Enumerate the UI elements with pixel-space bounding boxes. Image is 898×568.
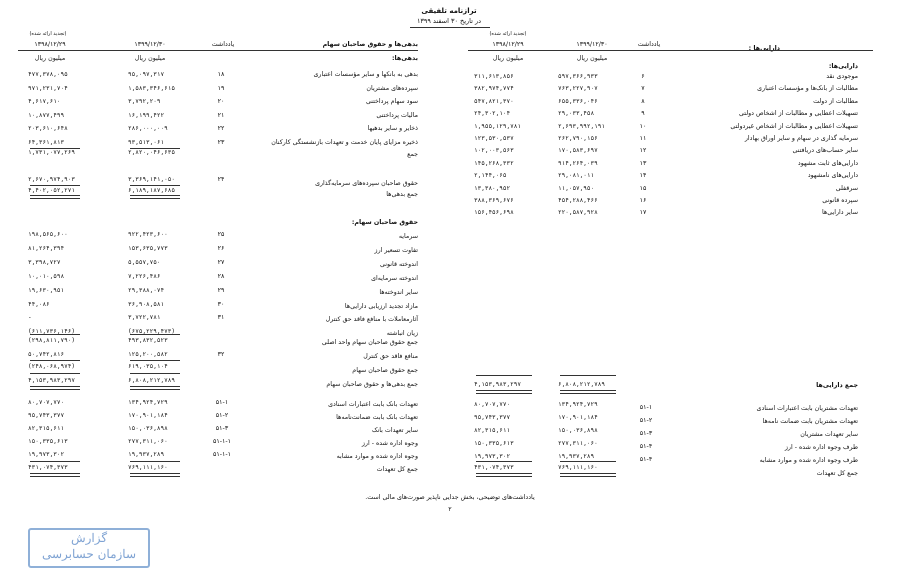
commitment-left-prev: ۸۰,۷۰۷,۷۷۰ <box>28 399 65 406</box>
commitment-right-note: ۵۱-۳ <box>639 430 653 437</box>
asset-row-label: سرقفلی <box>835 185 858 192</box>
statement-date: در تاریخ ۳۰ اسفند ۱۳۹۹ <box>416 17 482 25</box>
commitment-right-label: تعهدات مشتریان بابت اعتبارات اسنادی <box>756 405 858 412</box>
commit-left-dbl-prev <box>30 473 80 477</box>
equity-row-prev: ۳,۳۹۸,۷۲۷ <box>28 259 61 266</box>
asset-row-cur: ۹۱۴,۲۶۴,۰۳۹ <box>558 160 598 167</box>
commit-right-total-prev: ۴۳۱,۰۷۴,۳۷۳ <box>474 464 514 471</box>
assets-total-dbl-cur <box>560 390 616 394</box>
equity-row-note: ۲۷ <box>217 259 225 266</box>
liability-row-label: مالیات پرداختنی <box>376 112 418 119</box>
left-note-header: یادداشت <box>211 41 235 48</box>
left-cur-year-header: ۱۳۹۹/۱۲/۳۰ <box>134 41 166 48</box>
liability-row-label: سود سهام پرداختنی <box>365 98 418 105</box>
liability-row-note: ۲۱ <box>217 112 225 119</box>
nci-note: ۳۲ <box>217 351 225 358</box>
equity-total-label: جمع حقوق صاحبان سهام <box>352 367 418 374</box>
commitment-left-prev: ۱۹,۹۷۳,۳۰۲ <box>28 451 65 458</box>
equity-row-prev: - <box>28 314 32 321</box>
liability-row-label: ذخایر و سایر بدهیها <box>367 125 418 132</box>
equity-row-prev: ۱۹۸,۵۶۵,۶۰۰ <box>28 231 68 238</box>
asset-row-prev: ۲,۱۴۴,۰۶۵ <box>474 172 507 179</box>
equity-row-cur: ۵,۵۵۷,۷۵۰ <box>128 259 161 266</box>
liability-row-prev: ۴۷۷,۳۷۸,۰۹۵ <box>28 71 68 78</box>
equity-parent-cur: ۴۹۳,۸۳۲,۵۲۳ <box>128 337 168 344</box>
asset-row-label: تسهیلات اعطایی و مطالبات از اشخاص غیردولتی <box>730 123 858 130</box>
investment-label: حقوق صاحبان سپرده‌های سرمایه‌گذاری <box>315 180 418 187</box>
assets-total-prev: ۴,۱۵۳,۹۸۳,۲۹۷ <box>474 381 521 388</box>
commitment-left-note: ۵۱-۲ <box>215 412 229 419</box>
stamp-line2: سازمان حسابرسی <box>41 547 136 561</box>
commitment-left-label: سایر تعهدات بانک <box>371 427 418 434</box>
commitment-left-cur: ۱۵۰,۰۳۶,۸۹۸ <box>128 425 168 432</box>
left-header-rule <box>18 50 418 51</box>
asset-row-prev: ۱,۹۵۵,۱۲۹,۷۸۱ <box>474 123 521 130</box>
commit-right-rule-prev <box>476 461 532 462</box>
assets-heading: دارایی‌ها : <box>748 45 780 52</box>
commitment-left-cur: ۱۷۰,۹۰۱,۱۸۴ <box>128 412 168 419</box>
commitment-right-note: ۵۱-۲ <box>639 417 653 424</box>
nci-label: منافع فاقد حق کنترل <box>363 353 418 360</box>
grand-rule-cur <box>130 373 180 374</box>
asset-row-note: ۱۷ <box>639 209 647 216</box>
asset-row-cur: ۲۹,۰۸۱,۰۱۱ <box>558 172 595 179</box>
asset-row-label: مطالبات از بانک‌ها و مؤسسات اعتباری <box>757 85 858 92</box>
asset-row-cur: ۲۲۰,۵۸۷,۹۲۸ <box>558 209 598 216</box>
liab-subtotal-cur: ۲,۸۲۰,۰۴۶,۶۳۵ <box>128 149 175 156</box>
liability-row-prev: ۱۰,۸۷۷,۴۹۹ <box>28 112 65 119</box>
asset-row-prev: ۳۸۲,۹۷۴,۷۷۴ <box>474 85 514 92</box>
liab-subtotal-prev: ۱,۷۳۱,۰۷۷,۲۶۹ <box>28 149 75 156</box>
asset-row-label: سرمایه گذاری در سهام و سایر اوراق بهادار <box>744 135 858 142</box>
commitment-left-prev: ۹۵,۷۴۳,۳۷۷ <box>28 412 65 419</box>
asset-row-cur: ۴۵۴,۲۸۸,۴۶۶ <box>558 197 598 204</box>
commit-left-rule-prev <box>30 461 80 462</box>
grand-dbl-prev <box>30 386 80 390</box>
asset-row-cur: ۷۶۳,۲۲۷,۹۰۷ <box>558 85 598 92</box>
equity-row-prev: ۱۹,۶۳۰,۹۵۱ <box>28 287 65 294</box>
restated-note-left: (تجدید ارائه شده) <box>29 31 67 37</box>
commitment-right-label: طرف وجوه اداره شده - ارز <box>784 444 858 451</box>
left-unit-cur: میلیون ریال <box>134 55 166 62</box>
commit-right-dbl-prev <box>476 473 532 477</box>
asset-row-note: ۱۱ <box>639 135 647 142</box>
commit-left-rule-cur <box>130 461 180 462</box>
liability-row-cur: ۹۳,۵۱۳,۰۶۱ <box>128 139 165 146</box>
nci-prev: ۵۰,۷۴۲,۸۱۶ <box>28 351 65 358</box>
liab-total-cur: ۶,۱۸۹,۱۸۷,۶۸۵ <box>128 187 175 194</box>
commitment-right-label: طرف وجوه اداره شده و موارد مشابه <box>759 457 858 464</box>
asset-row-cur: ۶۵۵,۳۳۶,۰۴۶ <box>558 98 598 105</box>
asset-row-label: سایر دارایی‌ها <box>821 209 858 216</box>
liability-row-note: ۲۳ <box>217 139 225 146</box>
commitment-right-cur: ۲۷۷,۳۱۱,۰۶۰ <box>558 440 598 447</box>
commitment-left-label: تعهدات بانک بابت ضمانت‌نامه‌ها <box>336 414 418 421</box>
commitment-right-label: سایر تعهدات مشتریان <box>800 431 858 438</box>
left-unit-prev: میلیون ریال <box>34 55 66 62</box>
asset-row-prev: ۲۴,۳۰۲,۱۰۴ <box>474 110 511 117</box>
equity-row-label: اندوخته قانونی <box>380 261 418 268</box>
equity-row-label: آثارمعاملات با منافع فاقد حق کنترل <box>325 316 418 323</box>
footer-note: یادداشت‌های توضیحی، بخش جدایی ناپذیر صورت‌های مالی است. <box>365 494 535 501</box>
commitment-left-cur: ۱۹,۹۳۷,۲۸۹ <box>128 451 165 458</box>
asset-row-note: ۱۶ <box>639 197 647 204</box>
assets-subheading: دارایی‌ها: <box>828 63 858 70</box>
liability-row-label: ذخیره مزایای پایان خدمت و تعهدات بازنشستگی کارکنان <box>271 139 418 146</box>
commitment-right-cur: ۱۹,۹۳۷,۲۸۹ <box>558 453 595 460</box>
commitment-right-note: ۵۱-۱ <box>639 404 653 411</box>
liability-row-cur: ۳,۷۹۲,۲۰۹ <box>128 98 161 105</box>
asset-row-note: ۱۲ <box>639 147 647 154</box>
asset-row-prev: ۱۴۵,۲۶۸,۳۳۲ <box>474 160 514 167</box>
equity-row-note: ۳۱ <box>217 314 225 321</box>
commitment-right-prev: ۹۵,۷۴۳,۳۷۷ <box>474 414 511 421</box>
equity-row-note: ۲۶ <box>217 245 225 252</box>
grand-rule-prev <box>30 373 80 374</box>
commitment-left-prev: ۸۲,۳۱۵,۶۱۱ <box>28 425 65 432</box>
asset-row-label: دارایی‌های نامشهود <box>807 172 858 179</box>
liability-row-prev: ۶۴,۳۶۱,۸۱۳ <box>28 139 65 146</box>
liability-row-label: سپرده‌های مشتریان <box>366 85 418 92</box>
liability-row-prev: ۲۰۳,۶۱۰,۶۴۸ <box>28 125 68 132</box>
liab-total-dbl-cur <box>130 195 180 199</box>
equity-row-prev: ۸۱,۲۶۴,۳۹۴ <box>28 245 65 252</box>
asset-row-prev: ۵۴۷,۸۲۱,۳۷۰ <box>474 98 514 105</box>
liability-row-cur: ۲۸۶,۰۰۰,۰۰۹ <box>128 125 168 132</box>
stamp-line1: گزارش <box>70 531 108 545</box>
assets-total-label: جمع دارایی‌ها <box>816 382 858 389</box>
audit-stamp <box>28 528 150 568</box>
liability-row-label: بدهی به بانکها و سایر مؤسسات اعتباری <box>313 71 418 78</box>
commitment-left-cur: ۲۷۷,۳۱۱,۰۶۰ <box>128 438 168 445</box>
asset-row-cur: ۲۹,۰۳۳,۴۵۸ <box>558 110 595 117</box>
liability-row-note: ۱۸ <box>217 71 225 78</box>
asset-row-cur: ۲۶۲,۷۹۰,۱۵۶ <box>558 135 598 142</box>
equity-row-cur: ۲۹,۳۸۸,۰۷۴ <box>128 287 165 294</box>
commitment-right-note: ۵۱-۴ <box>639 456 653 463</box>
liability-row-note: ۲۲ <box>217 125 225 132</box>
commit-right-dbl-cur <box>560 473 616 477</box>
commit-left-total-cur: ۷۶۹,۱۱۱,۱۶۰ <box>128 464 168 471</box>
asset-row-note: ۷ <box>641 85 645 92</box>
equity-row-label: تفاوت تسعیر ارز <box>374 247 418 254</box>
assets-total-cur: ۶,۸۰۸,۲۱۲,۷۸۹ <box>558 381 605 388</box>
page-number: ۲ <box>448 506 452 513</box>
equity-row-label: سرمایه <box>398 233 418 240</box>
commitment-left-note: ۵۱-۱-۱ <box>212 438 232 445</box>
asset-row-prev: ۳۱۱,۶۱۳,۸۵۶ <box>474 73 514 80</box>
equity-parent-label: جمع حقوق صاحبان سهام واحد اصلی <box>321 339 418 346</box>
asset-row-label: سپرده قانونی <box>822 197 858 204</box>
asset-row-cur: ۱۱,۰۵۷,۹۵۰ <box>558 185 595 192</box>
equity-parent-rule-cur <box>130 334 180 335</box>
liab-total-label: جمع بدهی‌ها <box>386 191 418 198</box>
liab-total-prev: ۴,۴۰۲,۰۵۲,۲۷۱ <box>28 187 75 194</box>
commitment-left-label: تعهدات بانک بابت اعتبارات اسنادی <box>328 401 418 408</box>
grand-total-cur: ۶,۸۰۸,۲۱۲,۷۸۹ <box>128 377 175 384</box>
commit-right-rule-cur <box>560 461 616 462</box>
right-header-rule <box>468 50 873 51</box>
asset-row-label: دارایی‌های ثابت مشهود <box>797 160 858 167</box>
right-note-header: یادداشت <box>637 41 661 48</box>
assets-total-rule-prev <box>476 375 532 376</box>
commitment-right-prev: ۸۰,۷۰۷,۷۷۰ <box>474 401 511 408</box>
asset-row-cur: ۱۷۰,۵۸۳,۶۹۷ <box>558 147 598 154</box>
asset-row-note: ۶ <box>641 73 645 80</box>
commitment-right-prev: ۱۵۰,۳۳۵,۶۱۳ <box>474 440 514 447</box>
left-prev-year-header: ۱۳۹۸/۱۲/۲۹ <box>34 41 66 48</box>
grand-total-prev: ۴,۱۵۳,۹۸۳,۲۹۷ <box>28 377 75 384</box>
investment-note: ۲۴ <box>217 176 225 183</box>
asset-row-label: موجودی نقد <box>826 73 858 80</box>
equity-total-cur: ۶۱۹,۰۳۵,۱۰۴ <box>128 363 168 370</box>
liab-subtotal-label: جمع <box>407 151 418 158</box>
equity-row-note: ۲۸ <box>217 273 225 280</box>
commitment-left-note: ۵۱-۱ <box>215 399 229 406</box>
liability-row-prev: ۹۷۱,۲۳۱,۷۰۴ <box>28 85 68 92</box>
commit-left-total-label: جمع کل تعهدات <box>376 466 418 473</box>
commitment-left-note: ۵۱-۳ <box>215 425 229 432</box>
equity-row-label: زیان انباشته <box>386 330 418 337</box>
asset-row-note: ۹ <box>641 110 645 117</box>
liability-row-cur: ۱,۵۸۳,۳۴۶,۶۱۵ <box>128 85 175 92</box>
restated-note-right: (تجدید ارائه شده) <box>489 31 527 37</box>
equity-row-cur: ۳,۷۲۲,۷۸۱ <box>128 314 161 321</box>
liabilities-subheading: بدهی‌ها: <box>392 55 418 62</box>
asset-row-label: مطالبات از دولت <box>813 98 858 105</box>
asset-row-prev: ۱۲۳,۵۳۰,۵۳۷ <box>474 135 514 142</box>
commitment-right-prev: ۸۲,۳۱۵,۶۱۱ <box>474 427 511 434</box>
equity-parent-rule-prev <box>30 334 80 335</box>
equity-row-prev: ۴۴,۰۸۶ <box>28 301 50 308</box>
asset-row-note: ۱۵ <box>639 185 647 192</box>
right-cur-year-header: ۱۳۹۹/۱۲/۳۰ <box>576 41 608 48</box>
asset-row-prev: ۱۵۶,۴۵۶,۶۹۸ <box>474 209 514 216</box>
right-unit-prev: میلیون ریال <box>492 55 524 62</box>
liability-row-note: ۱۹ <box>217 85 225 92</box>
equity-row-cur: ۷,۲۲۶,۴۸۶ <box>128 273 161 280</box>
statement-title: ترازنامه تلفیقی <box>421 7 477 15</box>
right-unit-cur: میلیون ریال <box>576 55 608 62</box>
equity-row-cur: (۶۷۵,۲۲۹,۴۷۳) <box>128 328 175 335</box>
asset-row-prev: ۱۰۲,۰۰۳,۵۶۳ <box>474 147 514 154</box>
equity-row-note: ۲۹ <box>217 287 225 294</box>
commit-right-total-label: جمع کل تعهدات <box>816 470 858 477</box>
commitment-left-cur: ۱۳۴,۹۲۴,۷۲۹ <box>128 399 168 406</box>
commitment-right-cur: ۱۳۴,۹۲۴,۷۲۹ <box>558 401 598 408</box>
title-underline <box>410 27 490 28</box>
asset-row-prev: ۱۳,۳۸۰,۹۵۲ <box>474 185 511 192</box>
liab-total-dbl-prev <box>30 195 80 199</box>
equity-row-note: ۲۵ <box>217 231 225 238</box>
equity-row-cur: ۳۶,۹۰۸,۵۸۱ <box>128 301 165 308</box>
equity-row-note: ۳۰ <box>217 301 225 308</box>
liability-row-prev: ۴,۶۱۷,۶۱۰ <box>28 98 61 105</box>
asset-row-label: تسهیلات اعطایی و مطالبات از اشخاص دولتی <box>739 110 858 117</box>
equity-row-label: مازاد تجدید ارزیابی دارایی‌ها <box>344 303 418 310</box>
assets-total-dbl-prev <box>476 390 532 394</box>
commitment-right-cur: ۱۷۰,۹۰۱,۱۸۴ <box>558 414 598 421</box>
commitment-right-prev: ۱۹,۹۷۳,۳۰۲ <box>474 453 511 460</box>
commit-left-dbl-cur <box>130 473 180 477</box>
equity-row-cur: ۱۵۳,۶۳۵,۷۷۳ <box>128 245 168 252</box>
commitment-right-cur: ۱۵۰,۰۳۶,۸۹۸ <box>558 427 598 434</box>
assets-total-rule-cur <box>560 375 616 376</box>
asset-row-note: ۱۳ <box>639 160 647 167</box>
asset-row-cur: ۲,۶۹۳,۹۹۲,۱۹۱ <box>558 123 605 130</box>
grand-dbl-cur <box>130 386 180 390</box>
nci-cur: ۱۲۵,۲۰۰,۵۸۲ <box>128 351 168 358</box>
liability-row-cur: ۹۵,۰۹۷,۳۱۷ <box>128 71 165 78</box>
commitment-left-label: وجوه اداره شده و موارد مشابه <box>336 453 418 460</box>
equity-row-label: اندوخته سرمایه‌ای <box>371 275 418 282</box>
equity-parent-prev: (۲۹۸,۸۱۱,۷۹۰) <box>28 337 75 344</box>
right-prev-year-header: ۱۳۹۸/۱۲/۲۹ <box>492 41 524 48</box>
commitment-left-note: ۵۱-۱-۱ <box>212 451 232 458</box>
commit-left-total-prev: ۴۳۱,۰۷۴,۳۷۳ <box>28 464 68 471</box>
investment-cur: ۳,۳۶۹,۱۴۱,۰۵۰ <box>128 176 175 183</box>
commitment-right-label: تعهدات مشتریان بابت ضمانت نامه‌ها <box>762 418 858 425</box>
liability-row-cur: ۱۶,۱۹۹,۴۲۲ <box>128 112 165 119</box>
investment-prev: ۲,۶۷۰,۹۷۴,۹۰۳ <box>28 176 75 183</box>
equity-total-rule-cur <box>130 360 180 361</box>
equity-row-prev: (۶۱۱,۷۳۶,۱۴۶) <box>28 328 75 335</box>
grand-total-label: جمع بدهی‌ها و حقوق صاحبان سهام <box>326 381 418 388</box>
asset-row-note: ۸ <box>641 98 645 105</box>
commit-right-total-cur: ۷۶۹,۱۱۱,۱۶۰ <box>558 464 598 471</box>
equity-total-prev: (۲۴۸,۰۶۸,۹۷۴) <box>28 363 75 370</box>
commitment-left-label: وجوه اداره شده - ارز <box>361 440 418 447</box>
equity-heading: حقوق صاحبان سهام: <box>351 219 418 226</box>
liabilities-heading: بدهی‌ها و حقوق صاحبان سهام <box>322 41 418 48</box>
equity-row-prev: ۱۰,۰۱۰,۵۹۸ <box>28 273 65 280</box>
equity-row-label: سایر اندوخته‌ها <box>379 289 418 296</box>
asset-row-prev: ۳۸۸,۳۶۹,۶۷۶ <box>474 197 514 204</box>
asset-row-note: ۱۰ <box>639 123 647 130</box>
commitment-right-note: ۵۱-۴ <box>639 443 653 450</box>
equity-total-rule-prev <box>30 360 80 361</box>
equity-row-cur: ۹۲۲,۴۲۳,۶۰۰ <box>128 231 168 238</box>
asset-row-label: سایر حساب‌های دریافتنی <box>792 147 858 154</box>
liability-row-note: ۲۰ <box>217 98 225 105</box>
asset-row-note: ۱۴ <box>639 172 647 179</box>
commitment-left-prev: ۱۵۰,۳۳۵,۶۱۳ <box>28 438 68 445</box>
asset-row-cur: ۵۹۷,۳۶۶,۹۳۳ <box>558 73 598 80</box>
